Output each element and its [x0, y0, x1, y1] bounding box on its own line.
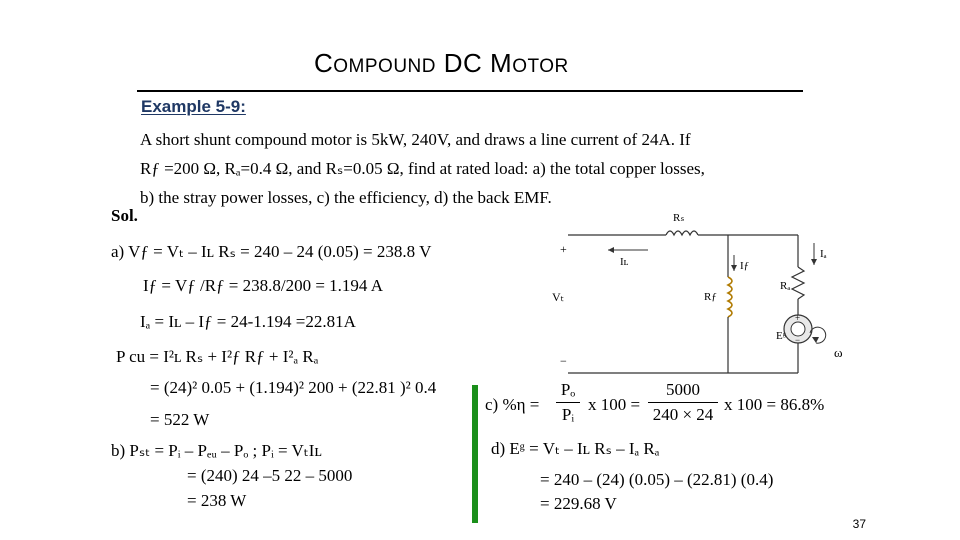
- arm-minus: −: [795, 335, 801, 345]
- if-arrowhead: [731, 265, 737, 271]
- label-ra: Rₐ: [780, 280, 791, 292]
- example-heading: Example 5-9:: [141, 97, 246, 116]
- eq-eff-frac2: 5000 240 × 24: [648, 380, 718, 425]
- label-eg: Eᵍ: [776, 330, 787, 342]
- slide-title: COMPOUND DC MOTOR: [314, 48, 569, 78]
- problem-line-3: b) the stray power losses, c) the efficiency, d) the back EMF.: [140, 188, 552, 207]
- eq-eg-2: = 240 – (24) (0.05) – (22.81) (0.4): [540, 470, 774, 489]
- circuit-diagram: [548, 205, 868, 375]
- eq-if: Iƒ = Vƒ /Rƒ = 238.8/200 = 1.194 A: [143, 276, 384, 295]
- eq-eff-mid: x 100 =: [588, 395, 641, 414]
- rotation-arrowhead: [812, 337, 819, 343]
- shunt-field-coil: [728, 277, 732, 317]
- eq-ia: Iₐ = Iʟ – Iƒ = 24-1.194 =22.81A: [140, 312, 356, 331]
- label-vt: Vₜ: [552, 290, 565, 304]
- label-ia: Iₐ: [820, 248, 827, 260]
- eq-pcu-1: P cu = I²ʟ Rₛ + I²ƒ Rƒ + I²ₐ Rₐ: [116, 347, 319, 366]
- eq-eff-rhs: x 100 = 86.8%: [724, 395, 825, 414]
- eq-pst-2: = (240) 24 –5 22 – 5000: [187, 466, 353, 485]
- eq-vf: a) Vƒ = Vₜ – Iʟ Rₛ = 240 – 24 (0.05) = 238.8 V: [111, 242, 432, 261]
- eq-pst-1: b) Pₛₜ = Pᵢ – Pₑᵤ – Pₒ ; Pᵢ = VₜIʟ: [111, 441, 322, 460]
- eq-eg-1: d) Eᵍ = Vₜ – Iʟ Rₛ – Iₐ Rₐ: [491, 439, 660, 458]
- problem-line-1: A short shunt compound motor is 5kW, 240V, and draws a line current of 24A. If: [140, 130, 691, 149]
- eq-pst-3: = 238 W: [187, 491, 247, 510]
- armature-core: [791, 322, 805, 336]
- solution-label: Sol.: [111, 206, 138, 225]
- terminal-plus: +: [560, 242, 567, 256]
- eq-eff-frac1: Pₒ Pᵢ: [556, 380, 580, 425]
- rotation-arrow: [810, 327, 826, 343]
- green-divider: [472, 385, 478, 523]
- ia-arrowhead: [811, 259, 817, 265]
- eq-pcu-3: = 522 W: [150, 410, 210, 429]
- eq-eff-lhs: c) %η =: [485, 395, 540, 414]
- page-number: 37: [852, 517, 866, 531]
- terminal-minus: −: [560, 354, 567, 368]
- eq-pcu-2: = (24)² 0.05 + (1.194)² 200 + (22.81 )² 0.4: [150, 378, 437, 397]
- label-rs: Rₛ: [673, 212, 685, 224]
- label-rf: Rƒ: [704, 291, 717, 303]
- series-field-coil: [666, 231, 698, 235]
- il-arrowhead: [608, 247, 614, 253]
- arm-plus: +: [795, 313, 801, 323]
- armature-resistor: [792, 267, 804, 299]
- problem-line-2: Rƒ =200 Ω, Rₐ=0.4 Ω, and Rₛ=0.05 Ω, find at rated load: a) the total copper losses,: [140, 159, 705, 178]
- label-il: Iʟ: [620, 256, 629, 268]
- eq-eg-3: = 229.68 V: [540, 494, 617, 513]
- title-rule: [137, 90, 803, 92]
- label-if: Iƒ: [740, 260, 750, 272]
- label-omega: ω: [834, 345, 843, 360]
